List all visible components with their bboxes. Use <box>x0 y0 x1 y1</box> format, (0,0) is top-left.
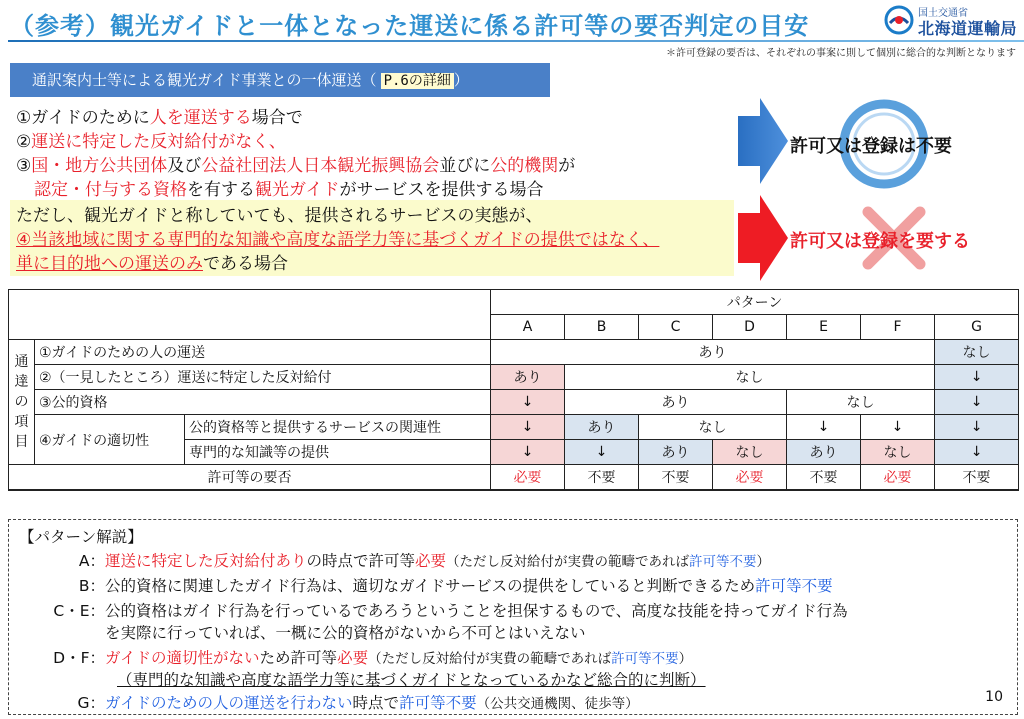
condition-3-ga: が <box>558 156 576 176</box>
side-label-char: 項 <box>14 414 29 430</box>
condition-3-and: 及び <box>167 156 202 176</box>
condition-1 <box>16 106 575 130</box>
row-label-consideration: ②（一見したところ）運送に特定した反対給付 <box>35 365 491 390</box>
logo-bureau-text: 北海道運輸局 <box>918 19 1018 38</box>
explanation-a-text: の時点で許可等 <box>306 552 416 570</box>
result-c: 不要 <box>639 465 713 491</box>
result-required: 許可又は登録を要する <box>790 231 970 252</box>
pattern-explanation-box <box>8 519 1018 715</box>
explanation-key: B： <box>78 577 105 595</box>
cell-r4a-b: あり <box>565 415 639 440</box>
exception-line-2: ④当該地域に関する専門的な知識や高度な語学力等に基づくガイドの提供ではなく、 <box>16 230 660 250</box>
conditions-block <box>16 106 575 202</box>
pattern-header: パターン <box>491 290 1019 315</box>
explanation-a-note: （ただし反対給付が実費の範疇であれば <box>446 554 690 570</box>
explanation-header: 【パターン解説】 <box>19 528 143 546</box>
pattern-table <box>8 289 1019 491</box>
page-reference: P.6の詳細 <box>381 73 454 89</box>
condition-3-gov: 国・地方公共団体 <box>31 156 168 176</box>
col-header-e: E <box>787 315 861 340</box>
logo <box>884 4 1020 36</box>
explanation-b <box>9 575 833 598</box>
disclaimer-note: ＊許可登録の要否は、それぞれの事案に則して個別に総合的な判断となります <box>666 48 1016 59</box>
condition-2-num: ② <box>16 132 32 152</box>
condition-3-qualification: 認定・付与する資格 <box>34 180 187 200</box>
cell-r1-g: なし <box>935 340 1019 365</box>
cell-r1-ari: あり <box>491 340 935 365</box>
explanation-key: A： <box>78 552 105 570</box>
cell-r3-g: ↓ <box>935 390 1019 415</box>
row-label-result: 許可等の要否 <box>9 465 491 491</box>
cell-r4a-e: ↓ <box>787 415 861 440</box>
side-label-char: 目 <box>14 434 29 450</box>
row-label-relevance: 公的資格等と提供するサービスの関連性 <box>185 415 491 440</box>
result-a: 必要 <box>491 465 565 491</box>
condition-2-emphasis: 運送に特定した反対給付がなく、 <box>31 132 286 152</box>
page-title: （参考）観光ガイドと一体となった運送に係る許可等の要否判定の目安 <box>10 12 810 40</box>
explanation-df-required: 必要 <box>337 649 369 667</box>
explanation-g-text: 時点で <box>352 694 400 712</box>
cell-r4b-g: ↓ <box>935 440 1019 465</box>
col-header-a: A <box>491 315 565 340</box>
cell-r3-nashi: なし <box>787 390 935 415</box>
row-label-guide-suitability: ④ガイドの適切性 <box>35 415 185 465</box>
side-label <box>9 340 35 465</box>
explanation-df-text: ため許可等 <box>259 649 338 667</box>
explanation-df-note: （ただし反対給付が実費の範疇であれば <box>368 651 612 667</box>
result-b: 不要 <box>565 465 639 491</box>
table-row <box>9 415 1019 440</box>
condition-2 <box>16 130 575 154</box>
table-row <box>9 340 1019 365</box>
cell-r4a-a: ↓ <box>491 415 565 440</box>
explanation-b-not-required: 許可等不要 <box>755 577 833 595</box>
explanation-df <box>9 647 692 671</box>
explanation-a-required: 必要 <box>415 552 447 570</box>
cell-r4a-cd: なし <box>639 415 787 440</box>
cell-r4a-f: ↓ <box>861 415 935 440</box>
col-header-d: D <box>713 315 787 340</box>
page-number: 10 <box>985 688 1003 705</box>
cell-r4b-c: あり <box>639 440 713 465</box>
section-banner-close: ） <box>453 71 469 89</box>
table-row <box>9 390 1019 415</box>
explanation-a-emphasis: 運送に特定した反対給付あり <box>105 552 307 570</box>
explanation-g <box>9 692 639 716</box>
result-not-required: 許可又は登録は不要 <box>790 136 952 157</box>
side-label-char: 通 <box>14 354 29 370</box>
col-header-b: B <box>565 315 639 340</box>
side-label-char: 達 <box>14 374 29 390</box>
exception-box <box>10 200 734 276</box>
result-e: 不要 <box>787 465 861 491</box>
cell-r2-g: ↓ <box>935 365 1019 390</box>
condition-3 <box>16 154 575 178</box>
cell-r4b-d: なし <box>713 440 787 465</box>
condition-3-tail: がサービスを提供する場合 <box>339 180 544 200</box>
arrow-right-red-icon <box>738 195 788 281</box>
title-underline <box>8 40 1024 42</box>
explanation-ce-text: 公的資格はガイド行為を行っているであろうということを担保するもので、高度な技能を持ってガイド行為 <box>105 602 848 620</box>
condition-3-association: 公益社団法人日本観光振興協会 <box>201 156 440 176</box>
condition-3-public-org: 公的機関 <box>490 156 559 176</box>
section-banner <box>10 63 550 97</box>
explanation-b-text: 公的資格に関連したガイド行為は、適切なガイドサービスの提供をしていると判断できるため <box>105 577 756 595</box>
condition-1-text: ①ガイドのために <box>16 108 150 128</box>
exception-tail: である場合 <box>203 254 288 274</box>
cell-r2-a: あり <box>491 365 565 390</box>
cell-r4a-g: ↓ <box>935 415 1019 440</box>
explanation-df-close: ） <box>678 651 693 667</box>
result-d: 必要 <box>713 465 787 491</box>
condition-3-guide: 観光ガイド <box>255 180 340 200</box>
cell-r4b-f: なし <box>861 440 935 465</box>
result-f: 必要 <box>861 465 935 491</box>
explanation-key: D・F： <box>53 649 105 667</box>
explanation-df-continued: （専門的な知識や高度な語学力等に基づくガイドとなっているかなど総合的に判断） <box>117 671 706 689</box>
result-g: 不要 <box>935 465 1019 491</box>
condition-3-and2: 並びに <box>439 156 491 176</box>
section-banner-text: 通訳案内士等による観光ガイド事業との一体運送（ <box>32 71 377 89</box>
ministry-logo-icon <box>884 5 914 35</box>
explanation-a <box>9 550 770 574</box>
side-label-char: の <box>14 394 29 410</box>
condition-3-num: ③ <box>16 156 32 176</box>
explanation-df-not-required: 許可等不要 <box>611 651 679 667</box>
col-header-g: G <box>935 315 1019 340</box>
cell-r4b-e: あり <box>787 440 861 465</box>
table-row <box>9 290 1019 315</box>
explanation-key: G： <box>77 694 105 712</box>
explanation-g-emphasis: ガイドのための人の運送を行わない <box>105 694 353 712</box>
logo-ministry-text: 国土交通省 <box>918 8 968 19</box>
cell-r4b-b: ↓ <box>565 440 639 465</box>
arrow-right-blue-icon <box>738 98 788 184</box>
explanation-a-not-required: 許可等不要 <box>689 554 757 570</box>
table-row <box>9 365 1019 390</box>
cell-r3-a: ↓ <box>491 390 565 415</box>
exception-line-3 <box>16 252 734 276</box>
exception-line-1: ただし、観光ガイドと称していても、提供されるサービスの実態が、 <box>16 206 543 226</box>
explanation-g-note: （公共交通機関、徒歩等） <box>476 696 639 712</box>
explanation-key: C・E： <box>53 602 105 620</box>
table-corner <box>9 290 491 340</box>
row-label-guide-transport: ①ガイドのための人の運送 <box>35 340 491 365</box>
cell-r3-ari: あり <box>565 390 787 415</box>
table-row <box>9 465 1019 491</box>
condition-1-emphasis: 人を運送する <box>149 108 252 128</box>
condition-1-tail: 場合で <box>251 108 303 128</box>
col-header-f: F <box>861 315 935 340</box>
condition-3-continued <box>16 178 575 202</box>
explanation-a-close: ） <box>756 554 771 570</box>
cell-r2-nashi: なし <box>565 365 935 390</box>
col-header-c: C <box>639 315 713 340</box>
explanation-g-not-required: 許可等不要 <box>399 694 477 712</box>
cell-r4b-a: ↓ <box>491 440 565 465</box>
condition-3-have: を有する <box>187 180 255 200</box>
row-label-expertise: 専門的な知識等の提供 <box>185 440 491 465</box>
explanation-ce <box>9 600 848 623</box>
explanation-df-emphasis: ガイドの適切性がない <box>105 649 260 667</box>
explanation-ce-continued: を実際に行っていれば、一概に公的資格がないから不可とはいえない <box>105 624 586 642</box>
exception-emphasis: 単に目的地への運送のみ <box>16 254 203 274</box>
row-label-qualification: ③公的資格 <box>35 390 491 415</box>
